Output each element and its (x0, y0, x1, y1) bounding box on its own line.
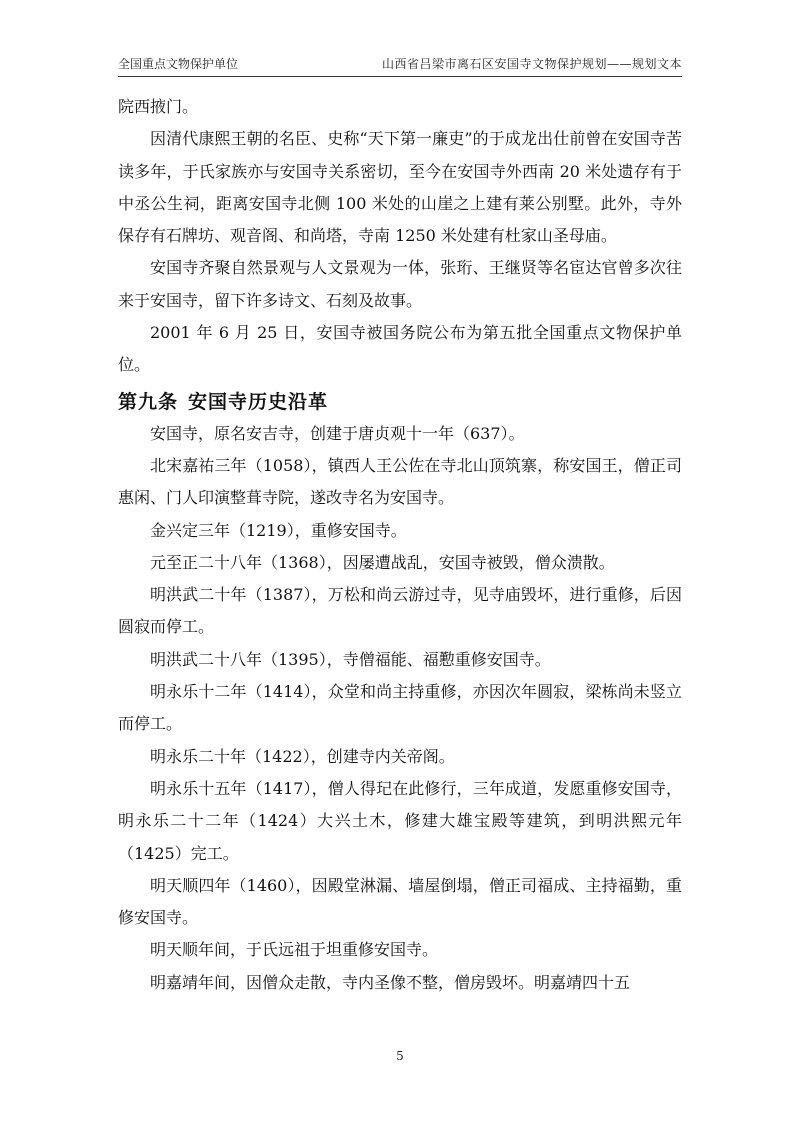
history-paragraph: 明天顺四年（1460），因殿堂淋漏、墙屋倒塌，僧正司福成、主持福勤，重修安国寺。 (118, 875, 682, 928)
history-paragraph: 明洪武二十年（1387），万松和尚云游过寺，见寺庙毁坏，进行重修，后因圆寂而停工。 (118, 585, 682, 637)
section-heading (118, 386, 682, 418)
history-paragraph: 明永乐十二年（1414），众堂和尚主持重修，亦因次年圆寂，梁栋尚未竖立而停工。 (118, 682, 682, 734)
history-paragraph: 金兴定三年（1219），重修安国寺。 (150, 520, 407, 540)
header-left-text: 全国重点文物保护单位 (118, 57, 239, 71)
page-header (118, 56, 682, 72)
page-number: 5 (396, 1049, 404, 1063)
page-body (118, 91, 682, 999)
history-paragraph: 明洪武二十八年（1395），寺僧福能、福懃重修安国寺。 (150, 649, 551, 669)
history-paragraph: 明永乐十五年（1417），僧人得玘在此修行，三年成道，发愿重修安国寺，明永乐二十二年（1424）大兴土木，修建大雄宝殿等建筑，到明洪熙元年（1425）完工。 (118, 778, 682, 863)
paragraph: 安国寺齐聚自然景观与人文景观为一体，张珩、王继贤等名宦达官曾多次往来于安国寺，留下许多诗文、石刻及故事。 (118, 258, 682, 310)
header-right-text: 山西省吕梁市离石区安国寺文物保护规划——规划文本 (381, 57, 682, 71)
history-paragraph: 安国寺，原名安吉寺，创建于唐贞观十一年（637）。 (150, 423, 525, 443)
history-paragraph: 北宋嘉祐三年（1058），镇西人王公佐在寺北山顶筑寨，称安国王，僧正司惠闲、门人印演整葺寺院，遂改寺名为安国寺。 (118, 455, 682, 508)
section-title: 安国寺历史沿革 (188, 390, 329, 413)
paragraph: 2001 年 6 月 25 日，安国寺被国务院公布为第五批全国重点文物保护单位。 (118, 323, 682, 375)
paragraph: 因清代康熙王朝的名臣、史称“天下第一廉吏”的于成龙出仕前曾在安国寺苦读多年，于氏家族亦与安国寺关系密切，至今在安国寺外西南 20 米处遗存有于中丞公生祠，距离安国寺北侧 100 米处的山崖之上建有莱公别墅。此外，寺外保存有石牌坊、观音阁、和尚塔，寺南 1250 米处建有杜家山圣母庙。 (118, 129, 682, 246)
history-paragraph: 明天顺年间，于氏远祖于坦重修安国寺。 (150, 940, 439, 960)
history-paragraph: 明永乐二十年（1422），创建寺内关帝阁。 (150, 746, 455, 766)
section-number: 第九条 (118, 390, 179, 413)
header-rule (118, 76, 682, 77)
history-paragraph: 元至正二十八年（1368），因屡遭战乱，安国寺被毁，僧众溃散。 (150, 552, 615, 572)
paragraph-continuation: 院西掖门。 (118, 97, 199, 116)
history-paragraph: 明嘉靖年间，因僧众走散，寺内圣像不整，僧房毁坏。明嘉靖四十五 (150, 972, 631, 992)
